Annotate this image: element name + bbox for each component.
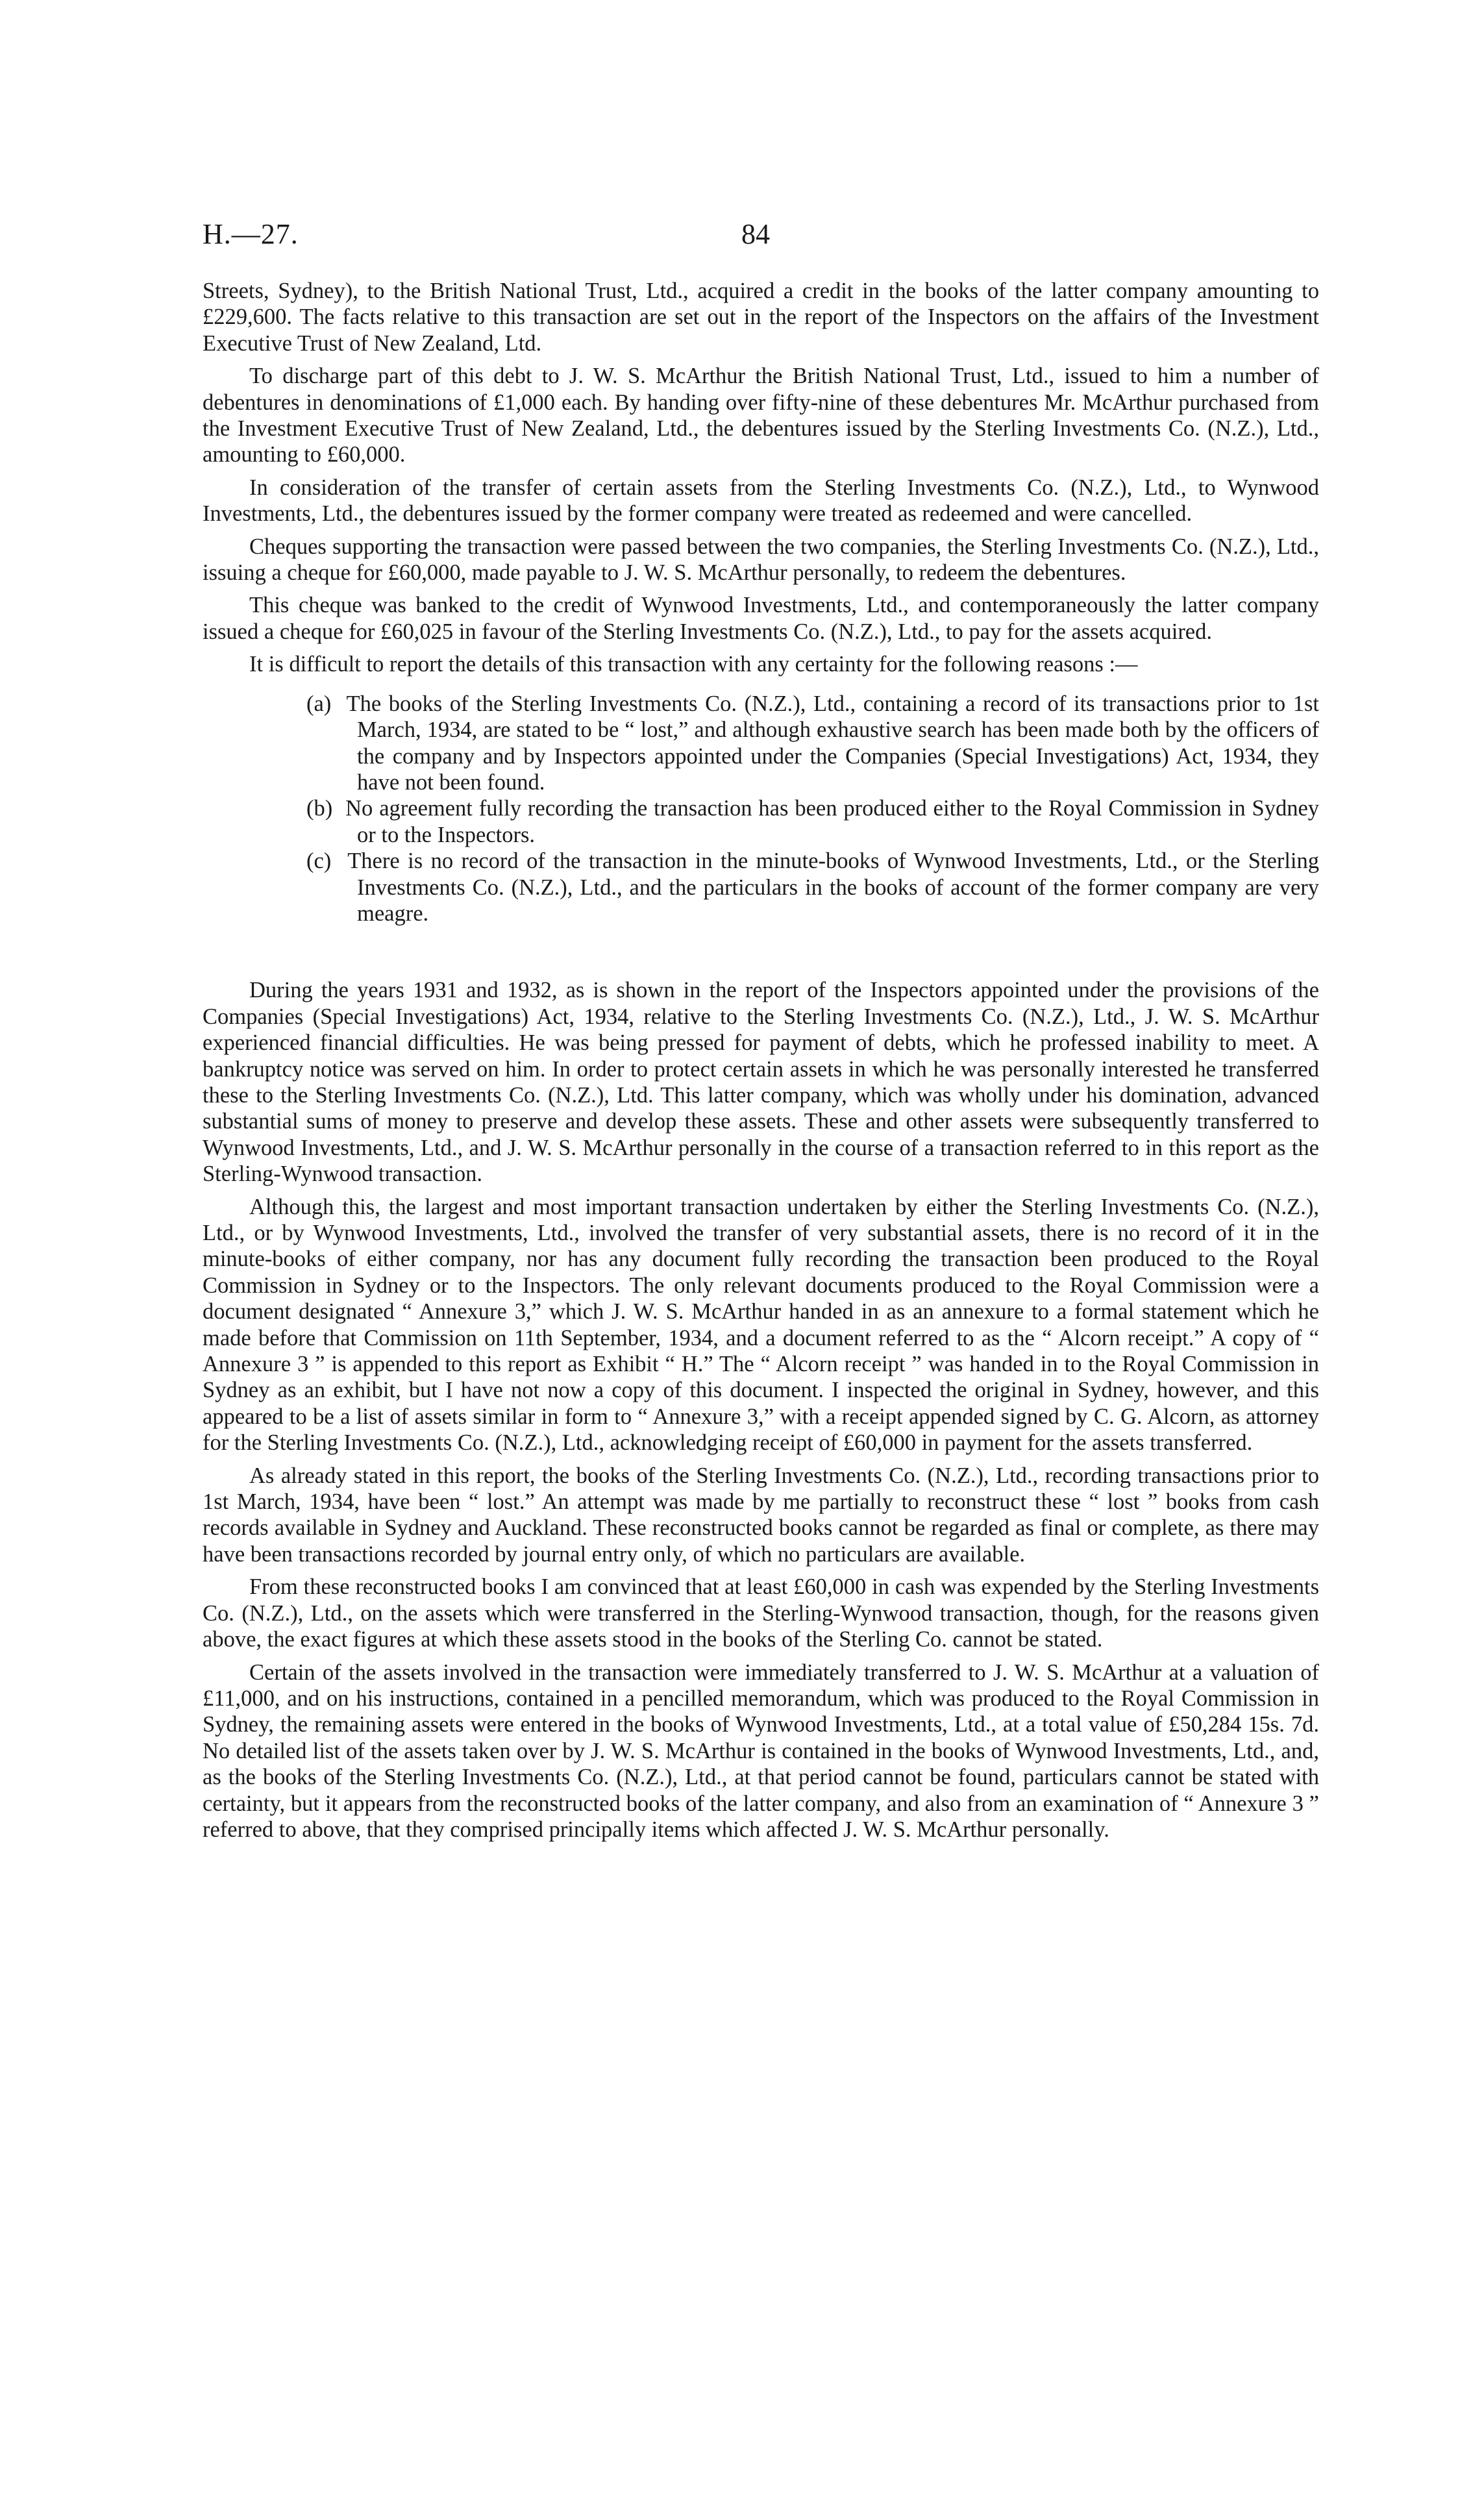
paragraph: It is difficult to report the details of this transaction with any certainty for the following reasons :—	[249, 652, 1138, 677]
section-spacer	[203, 926, 1319, 977]
paragraph: To discharge part of this debt to J. W. S. McArthur the British National Trust, Ltd., issued to him a number of debentures in denominations of £1,000 each. By handing over fifty-nine of these debentures Mr. McArthur purchased from the Investment Executive Trust of New Zealand, Ltd., the debentures issued by the Sterling Investments Co. (N.Z.), Ltd., amounting to £60,000.	[203, 364, 1319, 467]
reason-text: No agreement fully recording the transaction has been produced either to the Royal Commission in Sydney or to the Inspectors.	[345, 796, 1320, 847]
reason-text: There is no record of the transaction in the minute-books of Wynwood Investments, Ltd., or the Sterling Investments Co. (N.Z.), Ltd., and the particulars in the books of account of the former company are very meagre.	[347, 849, 1319, 926]
reason-item	[306, 795, 1319, 848]
reason-item	[306, 848, 1319, 926]
paragraph: As already stated in this report, the books of the Sterling Investments Co. (N.Z.), Ltd., recording transactions prior to 1st March, 1934, have been “ lost.” An attempt was made by me partially to reconstruct these “ lost ” books from cash records available in Sydney and Auckland. These reconstructed books cannot be regarded as final or complete, as there may have been transactions recorded by journal entry only, of which no particulars are available.	[203, 1463, 1319, 1567]
reason-letter: (c)	[306, 849, 332, 874]
paragraph: Cheques supporting the transaction were passed between the two companies, the Sterling Investments Co. (N.Z.), Ltd., issuing a cheque for £60,000, made payable to J. W. S. McArthur personally, to redeem the debentures.	[203, 534, 1319, 586]
reason-item	[306, 691, 1319, 796]
reason-letter: (a)	[306, 691, 332, 716]
reason-text: The books of the Sterling Investments Co. (N.Z.), Ltd., containing a record of its transactions prior to 1st March, 1934, are stated to be “ lost,” and although exhaustive search has been made both by the officers of the company and by Inspectors appointed under the Companies (Special Investigations) Act, 1934, they have not been found.	[346, 691, 1319, 795]
page-header	[203, 218, 1319, 256]
paragraph: During the years 1931 and 1932, as is shown in the report of the Inspectors appointed under the provisions of the Companies (Special Investigations) Act, 1934, relative to the Sterling Investments Co. (N.Z.), Ltd., J. W. S. McArthur experienced financial difficulties. He was being pressed for payment of debts, which he professed inability to meet. A bankruptcy notice was served on him. In order to protect certain assets in which he was personally interested he transferred these to the Sterling Investments Co. (N.Z.), Ltd. This latter company, which was wholly under his domination, advanced substantial sums of money to preserve and develop these assets. These and other assets were subsequently transferred to Wynwood Investments, Ltd., and J. W. S. McArthur personally in the course of a transaction referred to in this report as the Sterling-Wynwood transaction.	[203, 978, 1319, 1187]
reasons-list	[203, 691, 1319, 927]
reason-letter: (b)	[306, 796, 333, 821]
paragraph: In consideration of the transfer of certain assets from the Sterling Investments Co. (N.Z.), Ltd., to Wynwood Investments, Ltd., the debentures issued by the former company were treated as redeemed and were cancelled.	[203, 475, 1319, 527]
document-reference: H.—27.	[203, 218, 299, 250]
paragraph: Certain of the assets involved in the transaction were immediately transferred to J. W. S. McArthur at a valuation of £11,000, and on his instructions, contained in a pencilled memorandum, which was produced to the Royal Commission in Sydney, the remaining assets were entered in the books of Wynwood Investments, Ltd., at a total value of £50,284 15s. 7d. No detailed list of the assets taken over by J. W. S. McArthur is contained in the books of Wynwood Investments, Ltd., and, as the books of the Sterling Investments Co. (N.Z.), Ltd., at that period cannot be found, particulars cannot be stated with certainty, but it appears from the reconstructed books of the latter company, and also from an examination of “ Annexure 3 ” referred to above, that they comprised principally items which affected J. W. S. McArthur personally.	[203, 1660, 1319, 1842]
paragraph: This cheque was banked to the credit of Wynwood Investments, Ltd., and contemporaneously the latter company issued a cheque for £60,025 in favour of the Sterling Investments Co. (N.Z.), Ltd., to pay for the assets acquired.	[203, 593, 1319, 644]
paragraph: Streets, Sydney), to the British National Trust, Ltd., acquired a credit in the books of the latter company amounting to £229,600. The facts relative to this transaction are set out in the report of the Inspectors on the affairs of the Investment Executive Trust of New Zealand, Ltd.	[203, 279, 1319, 356]
document-body	[203, 278, 1319, 1849]
page-number: 84	[741, 218, 770, 250]
paragraph: Although this, the largest and most important transaction undertaken by either the Sterling Investments Co. (N.Z.), Ltd., or by Wynwood Investments, Ltd., involved the transfer of very substantial assets, there is no record of it in the minute-books of either company, nor has any document fully recording the transaction been produced to the Royal Commission in Sydney or to the Inspectors. The only relevant documents produced to the Royal Commission were a document designated “ Annexure 3,” which J. W. S. McArthur handed in as an annexure to a formal statement which he made before that Commission on 11th September, 1934, and a document referred to as the “ Alcorn receipt.” A copy of “ Annexure 3 ” is appended to this report as Exhibit “ H.” The “ Alcorn receipt ” was handed in to the Royal Commission in Sydney as an exhibit, but I have not now a copy of this document. I inspected the original in Sydney, however, and this appeared to be a list of assets similar in form to “ Annexure 3,” with a receipt appended signed by C. G. Alcorn, as attorney for the Sterling Investments Co. (N.Z.), Ltd., acknowledging receipt of £60,000 in payment for the assets transferred.	[203, 1194, 1319, 1456]
paragraph: From these reconstructed books I am convinced that at least £60,000 in cash was expended by the Sterling Investments Co. (N.Z.), Ltd., on the assets which were transferred in the Sterling-Wynwood transaction, though, for the reasons given above, the exact figures at which these assets stood in the books of the Sterling Co. cannot be stated.	[203, 1574, 1319, 1652]
